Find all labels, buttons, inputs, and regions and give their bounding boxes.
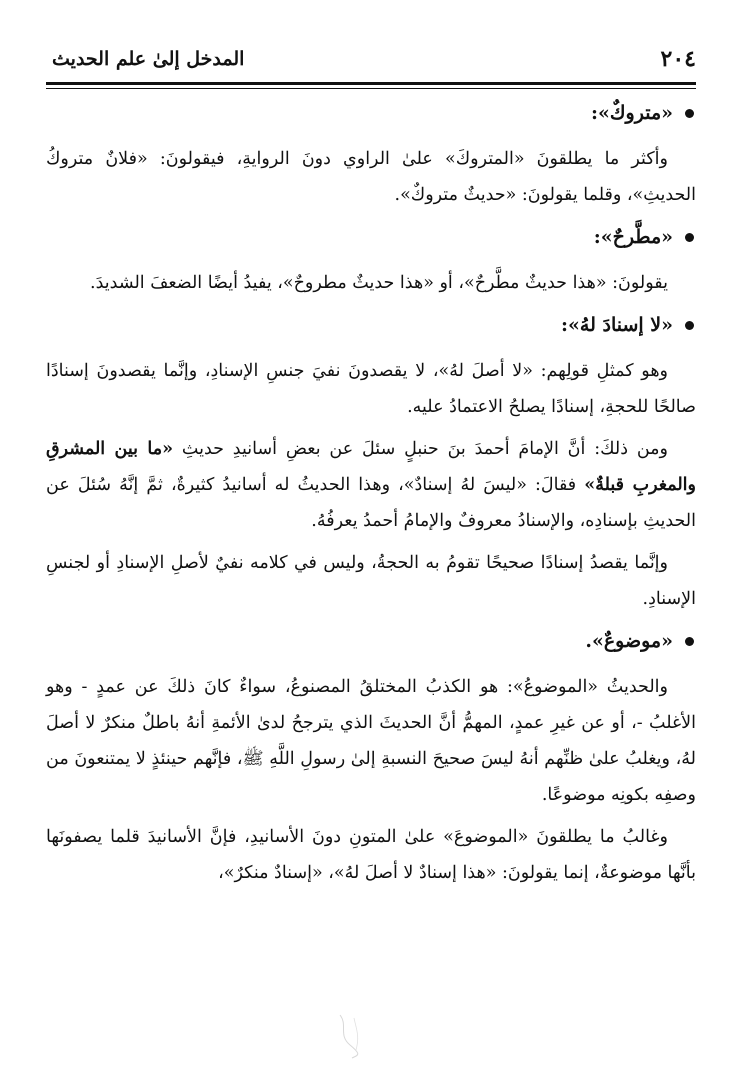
page-content [46, 95, 696, 891]
header-rule-thick [46, 82, 696, 85]
page-header [46, 38, 696, 80]
paragraph-tail: فقالَ: «ليسَ لهُ إسنادٌ»، وهذا الحديثُ له أسانيدُ كثيرةٌ، ثمَّ إنَّهُ سُئلَ عن الحديثِ بإسنادِه، والإسنادُ معروفٌ والإمامُ أحمدُ يعرفُهُ. [46, 475, 696, 531]
section-heading-la-isnad [46, 307, 696, 343]
paragraph: وهو كمثلِ قولِهم: «لا أصلَ لهُ»، لا يقصدونَ نفيَ جنسِ الإسنادِ، وإنَّما يقصدونَ إسنادًا صالحًا للحجةِ، إسنادًا يصلحُ الاعتمادُ عليه. [46, 361, 696, 417]
paragraph: وغالبُ ما يطلقونَ «الموضوعَ» علىٰ المتونِ دونَ الأسانيدِ، فإنَّ الأسانيدَ قلما يصفونَها بأنَّها موضوعةٌ، إنما يقولونَ: «هذا إسنادٌ لا أصلَ لهُ»، «إسنادٌ منكرٌ»، [46, 827, 696, 883]
heading-text: «موضوعٌ». [585, 630, 673, 652]
paragraph-lead: ومن ذلكَ: أنَّ الإمامَ أحمدَ بنَ حنبلٍ سئلَ عن بعضِ أسانيدِ حديثِ [181, 439, 668, 459]
paragraph: وأكثر ما يطلقونَ «المتروكَ» علىٰ الراوي دونَ الروايةِ، فيقولونَ: «فلانٌ متروكُ الحديثِ»، وقلما يقولونَ: «حديثٌ متروكٌ». [46, 149, 696, 205]
paragraph-with-quote [46, 431, 696, 539]
paragraph: يقولونَ: «هذا حديثٌ مطَّرحٌ»، أو «هذا حديثٌ مطروحٌ»، يفيدُ أيضًا الضعفَ الشديدَ. [90, 273, 668, 293]
bullet-icon [685, 321, 694, 330]
section-heading-mawdu [46, 623, 696, 659]
paragraph: وإنَّما يقصدُ إسنادًا صحيحًا تقومُ به الحجةُ، وليس في كلامه نفيٌ لأصلِ الإسنادِ أو لجنسِ الإسنادِ. [46, 553, 696, 609]
section-heading-mutarah [46, 219, 696, 255]
heading-text: «لا إسنادَ لهُ»: [561, 314, 673, 336]
bullet-icon [685, 233, 694, 242]
heading-text: «مطَّرحٌ»: [593, 226, 673, 248]
page-number: ٢٠٤ [660, 46, 696, 72]
paragraph: والحديثُ «الموضوعُ»: هو الكذبُ المختلقُ المصنوعُ، سواءٌ كانَ ذلكَ عن عمدٍ - وهو الأغلبُ -، أو عن غيرِ عمدٍ، المهمُّ أنَّ الحديثَ الذي يترجحُ لدىٰ الأئمةِ أنهُ باطلٌ منكرٌ لا أصلَ لهُ، ويغلبُ علىٰ ظنِّهم أنهُ ليسَ صحيحَ النسبةِ إلىٰ رسولِ اللَّهِ ﷺ، فإنَّهم حينئذٍ لا يمتنعونَ من وصفِه بكونِه موضوعًا. [46, 677, 696, 805]
page-scribble-mark [330, 1010, 370, 1060]
heading-text: «متروكٌ»: [591, 102, 673, 124]
page [46, 38, 696, 1048]
hadith-quote: «ما بين المشرقِ والمغربِ قبلةٌ» [46, 439, 696, 495]
running-title: المدخل إلىٰ علم الحديث [52, 48, 245, 70]
section-heading-matruk [46, 95, 696, 131]
bullet-icon [685, 637, 694, 646]
header-rule-thin [46, 88, 696, 89]
bullet-icon [685, 109, 694, 118]
